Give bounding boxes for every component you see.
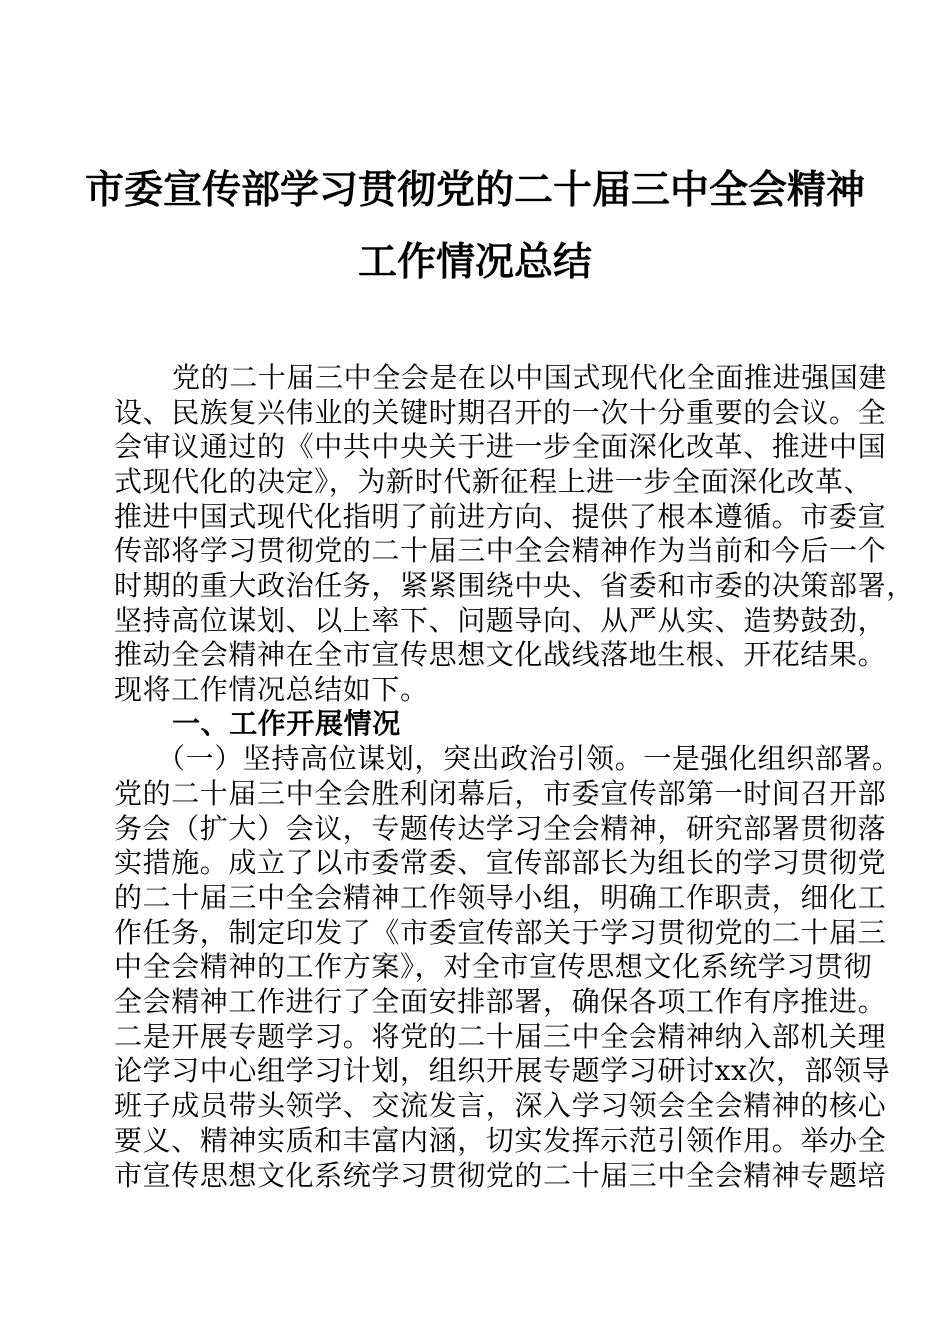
text-line: 作任务，制定印发了《市委宣传部关于学习贯彻党的二十届三 bbox=[114, 916, 887, 949]
document-title-line-1: 市委宣传部学习贯彻党的二十届三中全会精神 bbox=[84, 167, 865, 213]
text-line: 时期的重大政治任务，紧紧围绕中央、省委和市委的决策部署， bbox=[114, 569, 915, 602]
text-line: （一）坚持高位谋划，突出政治引领。一是强化组织部署。 bbox=[157, 742, 901, 775]
text-line: 党的二十届三中全会胜利闭幕后，市委宣传部第一时间召开部 bbox=[114, 777, 887, 810]
text-line: 中全会精神的工作方案》，对全市宣传思想文化系统学习贯彻 bbox=[114, 950, 873, 983]
document-title-line-2: 工作情况总结 bbox=[357, 239, 592, 285]
text-line: 坚持高位谋划、以上率下、问题导向、从严从实、造势鼓劲， bbox=[114, 604, 887, 637]
text-line: 务会（扩大）会议，专题传达学习全会精神，研究部署贯彻落 bbox=[114, 812, 887, 845]
text-line: 班子成员带头领学、交流发言，深入学习领会全会精神的核心 bbox=[114, 1089, 887, 1122]
text-line: 市宣传思想文化系统学习贯彻党的二十届三中全会精神专题培 bbox=[114, 1159, 887, 1192]
text-line: 党的二十届三中全会是在以中国式现代化全面推进强国建 bbox=[172, 361, 888, 394]
text-line: 现将工作情况总结如下。 bbox=[114, 673, 429, 706]
text-line: 设、民族复兴伟业的关键时期召开的一次十分重要的会议。全 bbox=[114, 396, 887, 429]
text-line: 实措施。成立了以市委常委、宣传部部长为组长的学习贯彻党 bbox=[114, 846, 887, 879]
text-line: 推进中国式现代化指明了前进方向、提供了根本遵循。市委宣 bbox=[114, 500, 887, 533]
text-line: 论学习中心组学习计划，组织开展专题学习研讨xx次，部领导 bbox=[114, 1054, 891, 1087]
section-heading: 一、工作开展情况 bbox=[172, 707, 401, 740]
text-line: 要义、精神实质和丰富内涵，切实发挥示范引领作用。举办全 bbox=[114, 1124, 887, 1157]
text-line: 二是开展专题学习。将党的二十届三中全会精神纳入部机关理 bbox=[114, 1020, 887, 1053]
text-line: 的二十届三中全会精神工作领导小组，明确工作职责，细化工 bbox=[114, 881, 887, 914]
text-line: 推动全会精神在全市宣传思想文化战线落地生根、开花结果。 bbox=[114, 638, 887, 671]
text-line: 会审议通过的《中共中央关于进一步全面深化改革、推进中国 bbox=[114, 430, 887, 463]
text-line: 式现代化的决定》，为新时代新征程上进一步全面深化改革、 bbox=[114, 465, 873, 498]
text-line: 全会精神工作进行了全面安排部署，确保各项工作有序推进。 bbox=[114, 985, 887, 1018]
text-line: 传部将学习贯彻党的二十届三中全会精神作为当前和今后一个 bbox=[114, 534, 887, 567]
